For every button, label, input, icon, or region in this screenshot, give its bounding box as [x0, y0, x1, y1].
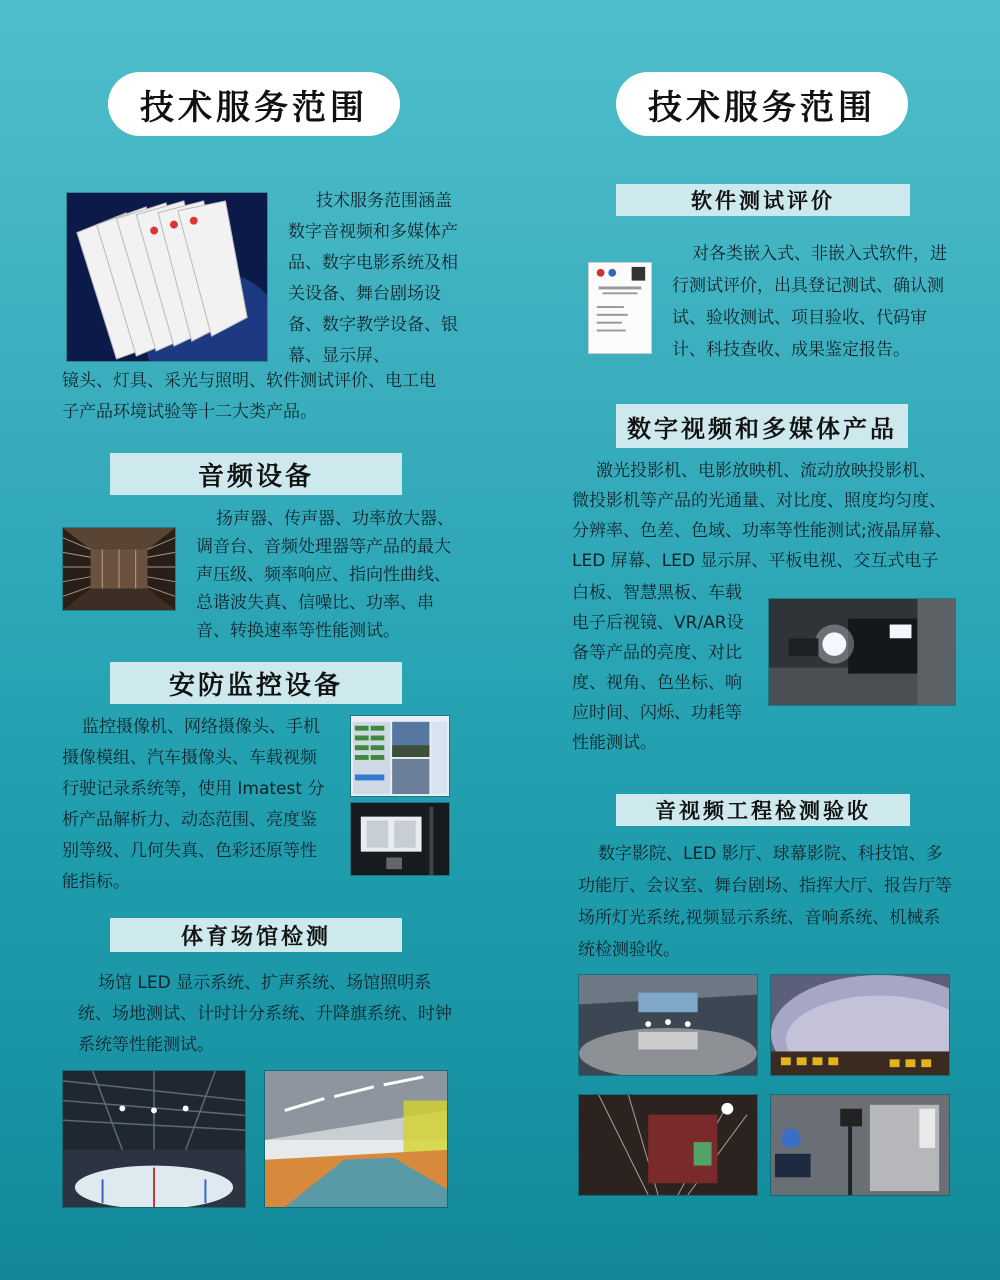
right-title-pill: [616, 72, 908, 136]
imatest-software-photo: [350, 715, 450, 797]
engineering-text: 数字影院、LED 影厅、球幕影院、科技馆、多功能厅、会议室、舞台剧场、指挥大厅、报告厅等场所灯光系统,视频显示系统、音响系统、机械系统检测验收。: [578, 844, 952, 960]
stage-lighting-photo: [578, 1094, 758, 1196]
left-title: 技术服务范围: [140, 87, 368, 128]
engineering-heading-bar: [616, 794, 910, 826]
intro-text-top: 技术服务范围涵盖数字音视频和多媒体产品、数字电影系统及相关设备、舞台剧场设备、数字教学设备、银幕、显示屏、: [288, 191, 458, 366]
stage-theater-photo: [578, 974, 758, 1076]
engineering-heading: 音视频工程检测验收: [655, 799, 871, 823]
security-heading: 安防监控设备: [168, 670, 343, 701]
audio-text: 扬声器、传声器、功率放大器、调音台、音频处理器等产品的最大声压级、频率响应、指向性曲线、总谐波失真、信噪比、功率、串音、转换速率等性能测试。: [196, 509, 454, 641]
sports-heading: 体育场馆检测: [180, 924, 331, 950]
software-report-photo: [588, 262, 652, 354]
video-heading: 数字视频和多媒体产品: [627, 414, 897, 443]
software-heading: 软件测试评价: [691, 189, 835, 213]
dome-cinema-photo: [770, 974, 950, 1076]
audio-heading: 音频设备: [197, 461, 314, 492]
video-text-top: 激光投影机、电影放映机、流动放映投影机、微投影机等产品的光通量、对比度、照度均匀度、分辨率、色差、色域、功率等性能测试;液晶屏幕、LED 屏幕、LED 显示屏、平板电视、交互式电子: [572, 461, 952, 571]
camera-test-lab-photo: [350, 802, 450, 876]
security-text: 监控摄像机、网络摄像头、手机摄像模组、汽车摄像头、车载视频行驶记录系统等，使用 Imatest 分析产品解析力、动态范围、亮度鉴别等级、几何失真、色彩还原等性能指标。: [62, 717, 325, 892]
software-text: 对各类嵌入式、非嵌入式软件，进行测试评价，出具登记测试、确认测试、验收测试、项目验收、代码审计、科技查收、成果鉴定报告。: [672, 244, 947, 360]
measurement-lab-photo: [770, 1094, 950, 1196]
gymnasium-photo: [264, 1070, 448, 1208]
anechoic-chamber-photo: [62, 527, 176, 611]
video-heading-bar: [616, 404, 908, 448]
left-title-pill: [108, 72, 400, 136]
sports-text: 场馆 LED 显示系统、扩声系统、场馆照明系统、场地测试、计时计分系统、升降旗系统、时钟系统等性能测试。: [78, 973, 452, 1055]
security-heading-bar: [110, 662, 402, 704]
ice-arena-photo: [62, 1070, 246, 1208]
video-text-side: 白板、智慧黑板、车载电子后视镜、VR/AR设备等产品的亮度、对比度、视角、色坐标、响应时间、闪烁、功耗等性能测试。: [572, 583, 744, 753]
sports-heading-bar: [110, 918, 402, 952]
right-title: 技术服务范围: [648, 87, 876, 128]
projector-test-photo: [768, 598, 956, 706]
test-report-photo: [66, 192, 268, 362]
audio-heading-bar: [110, 453, 402, 495]
software-heading-bar: [616, 184, 910, 216]
intro-text-bottom: 镜头、灯具、采光与照明、软件测试评价、电工电子产品环境试验等十二大类产品。: [62, 371, 436, 422]
